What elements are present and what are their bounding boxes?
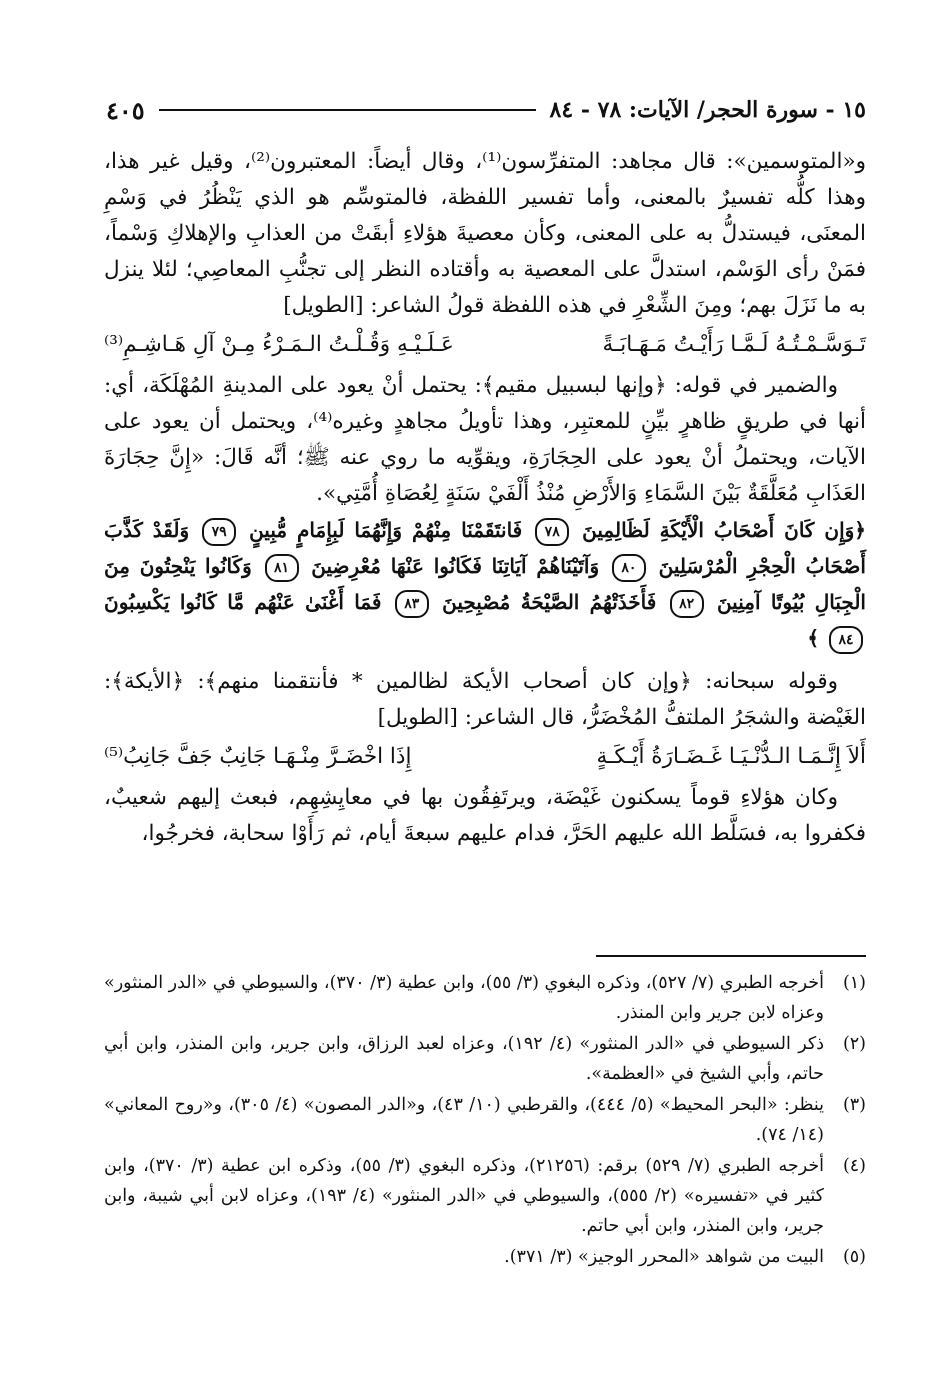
running-header <box>106 92 866 128</box>
ayah-text: فَأَخَذَتْهُمُ الصَّيْحَةُ مُصْبِحِينَ <box>442 590 657 614</box>
verse-1-first-hemistich: تَـوَسَّـمْـتُـهُ لَـمَّـا رَأَيْـتُ مَـهَـابَـةً <box>602 332 866 357</box>
running-title: ١٥ - سورة الحجر/ الآيات: ٧٨ - ٨٤ <box>549 97 866 123</box>
ayah-text: وَآتَيْنَاهُمْ آيَاتِنَا فَكَانُوا عَنْهَا مُعْرِضِينَ <box>311 554 600 578</box>
paragraph-al-aykah: وقوله سبحانه: ﴿وإن كان أصحاب الأيكة لظالمين * فأنتقمنا منهم﴾: ﴿الأيكة﴾: الغَيْضة والشجَرُ الملتفُّ المُخْضَرُّ، قال الشاعر: [الطويل] <box>104 669 866 730</box>
footnote-number: (٤) <box>842 1156 866 1176</box>
ayah-text: وَلَقَدْ كَذَّبَ أَصْحَابُ الْحِجْرِ الْمُرْسَلِينَ <box>104 518 866 578</box>
footnote-number: (٣) <box>842 1095 866 1115</box>
paragraph-pronoun: والضمير في قوله: ﴿وإنها لبسبيل مقيم﴾: يحتمل أنْ يعود على المدينةِ المُهْلَكَة، أي: أنها في طريقٍ ظاهرٍ بيِّنٍ للمعتبِر، وهذا تأويلُ مجاهدٍ وغيره⁽⁴⁾، ويحتمل أن يعود على الآيات، ويحتملُ أنْ يعود على الحِجَارَةِ، ويقوِّيه ما روي عنه ﷺ؛ أنَّه قَالَ: «إِنَّ حِجَارَةَ العَذَابِ مُعَلَّقَةٌ بَيْنَ السَّمَاءِ وَالأَرْضِ مُنْذُ أَلْفَيْ سَنَةٍ لِعُصَاةِ أُمَّتِي». <box>104 373 866 506</box>
footnote-number: (١) <box>842 973 866 993</box>
paragraph-people-of-aykah: وكان هؤلاءِ قوماً يسكنون غَيْضَة، ويرتَفِقُون بها في معايِشِهِم، فبعث إليهم شعيبٌ، فكفروا به، فسَلَّط الله عليهم الحَرَّ، فدام عليهم سبعةَ أيام، ثم رَأَوْا سحابة، فخرجُوا، <box>104 785 866 846</box>
footnote-item <box>104 1090 866 1150</box>
ayah-number-marker: ٨٤ <box>829 626 863 654</box>
ayah-text: وَكَانُوا يَنْحِتُونَ مِنَ الْجِبَالِ بُيُوتًا آمِنِينَ <box>104 554 866 614</box>
footnote-text: أخرجه الطبري (٧/ ٥٢٩) برقم: (٢١٢٥٦)، وذكره البغوي (٣/ ٥٥)، وذكره ابن عطية (٣/ ٣٧٠)، وابن كثير في «تفسيره» (٢/ ٥٥٥)، والسيوطي في «الدر المنثور» (٤/ ١٩٣)، وعزاه لابن أبي شيبة، وابن جرير، وابن المنذر، وابن أبي حاتم. <box>104 1156 825 1236</box>
page-number: ٤٠٥ <box>106 95 145 125</box>
paragraph-mutawassimin: و«المتوسمين»: قال مجاهد: المتفرِّسون⁽¹⁾، وقال أيضاً: المعتبرون⁽²⁾، وقيل غير هذا، وهذا كلُّه تفسيرٌ بالمعنى، وأما تفسير اللفظة، فالمتوسِّم هو الذي يَنْظُرُ في وَسْمِ المعنَى، فيستدلُّ به على المعنى، وكأن معصيةَ هؤلاءِ أبقَتْ من العذابِ والإهلاكِ وَسْماً، فمَنْ رأى الوَسْم، استدلَّ على المعصية به وأقتاده النظر إلى تجنُّبِ المعاصِي؛ لئلا ينزل به ما نَزَلَ بهم؛ ومِنَ الشِّعْرِ في هذه اللفظة قولُ الشاعر: [الطويل] <box>104 149 866 318</box>
quran-passage <box>104 512 866 656</box>
ayah-text: ﴿وَإِن كَانَ أَصْحَابُ الْأَيْكَةِ لَظَالِمِينَ <box>582 518 867 542</box>
footnote-text: ذكر السيوطي في «الدر المنثور» (٤/ ١٩٢)، وعزاه لعبد الرزاق، وابن جرير، وابن المنذر، وابن أبي حاتم، وأبي الشيخ في «العظمة». <box>104 1034 824 1084</box>
header-rule <box>159 109 536 111</box>
footnote-text: البيت من شواهد «المحرر الوجيز» (٣/ ٣٧١). <box>504 1247 824 1267</box>
footnote-item <box>104 1029 866 1089</box>
ayah-text: فَمَا أَغْنَىٰ عَنْهُم مَّا كَانُوا يَكْسِبُونَ <box>104 590 382 614</box>
ayah-number-marker: ٨٢ <box>670 590 704 618</box>
ayah-text: فَانتَقَمْنَا مِنْهُمْ وَإِنَّهُمَا لَبِإِمَامٍ مُّبِينٍ <box>249 518 523 542</box>
ayah-number-marker: ٨٣ <box>395 590 429 618</box>
ayah-number-marker: ٨٠ <box>612 554 646 582</box>
verse-2-second-hemistich: إِذَا اخْضَـرَّ مِنْـهَـا جَانِبٌ جَفَّ جَانِبُ⁽⁵⁾ <box>104 744 412 769</box>
verse-2-first-hemistich: أَلاَ إِنَّـمَـا الـدُّنْـيَـا غَـضَـارَةُ أَيْـكَـةٍ <box>596 744 866 769</box>
verse-1-second-hemistich: عَـلَـيْـهِ وَقُـلْـتُ الـمَـرْءُ مِـنْ آلِ هَـاشِـمِ⁽³⁾ <box>104 332 454 357</box>
poetry-verse-1 <box>104 326 866 364</box>
ayah-number-marker: ٧٩ <box>202 518 236 546</box>
footnotes <box>104 968 866 1273</box>
footnote-number: (٥) <box>842 1247 866 1267</box>
footnote-separator <box>596 955 866 957</box>
poetry-verse-2 <box>104 738 866 776</box>
spacer <box>104 656 866 664</box>
quran-closing-bracket: ﴾ <box>807 626 820 650</box>
footnote-item <box>104 968 866 1028</box>
footnote-text: ينظر: «البحر المحيط» (٥/ ٤٤٤)، والقرطبي (١٠/ ٤٣)، و«الدر المصون» (٤/ ٣٠٥)، و«روح المعاني» (١٤/ ٧٤). <box>104 1095 824 1145</box>
main-text <box>104 144 866 852</box>
footnote-item <box>104 1151 866 1241</box>
ayah-number-marker: ٨١ <box>265 554 299 582</box>
footnote-text: أخرجه الطبري (٧/ ٥٢٧)، وذكره البغوي (٣/ ٥٥)، وابن عطية (٣/ ٣٧٠)، والسيوطي في «الدر المنثور» وعزاه لابن جرير وابن المنذر. <box>104 973 824 1023</box>
footnote-item <box>104 1242 866 1272</box>
ayah-number-marker: ٧٨ <box>535 518 569 546</box>
footnote-number: (٢) <box>842 1034 866 1054</box>
